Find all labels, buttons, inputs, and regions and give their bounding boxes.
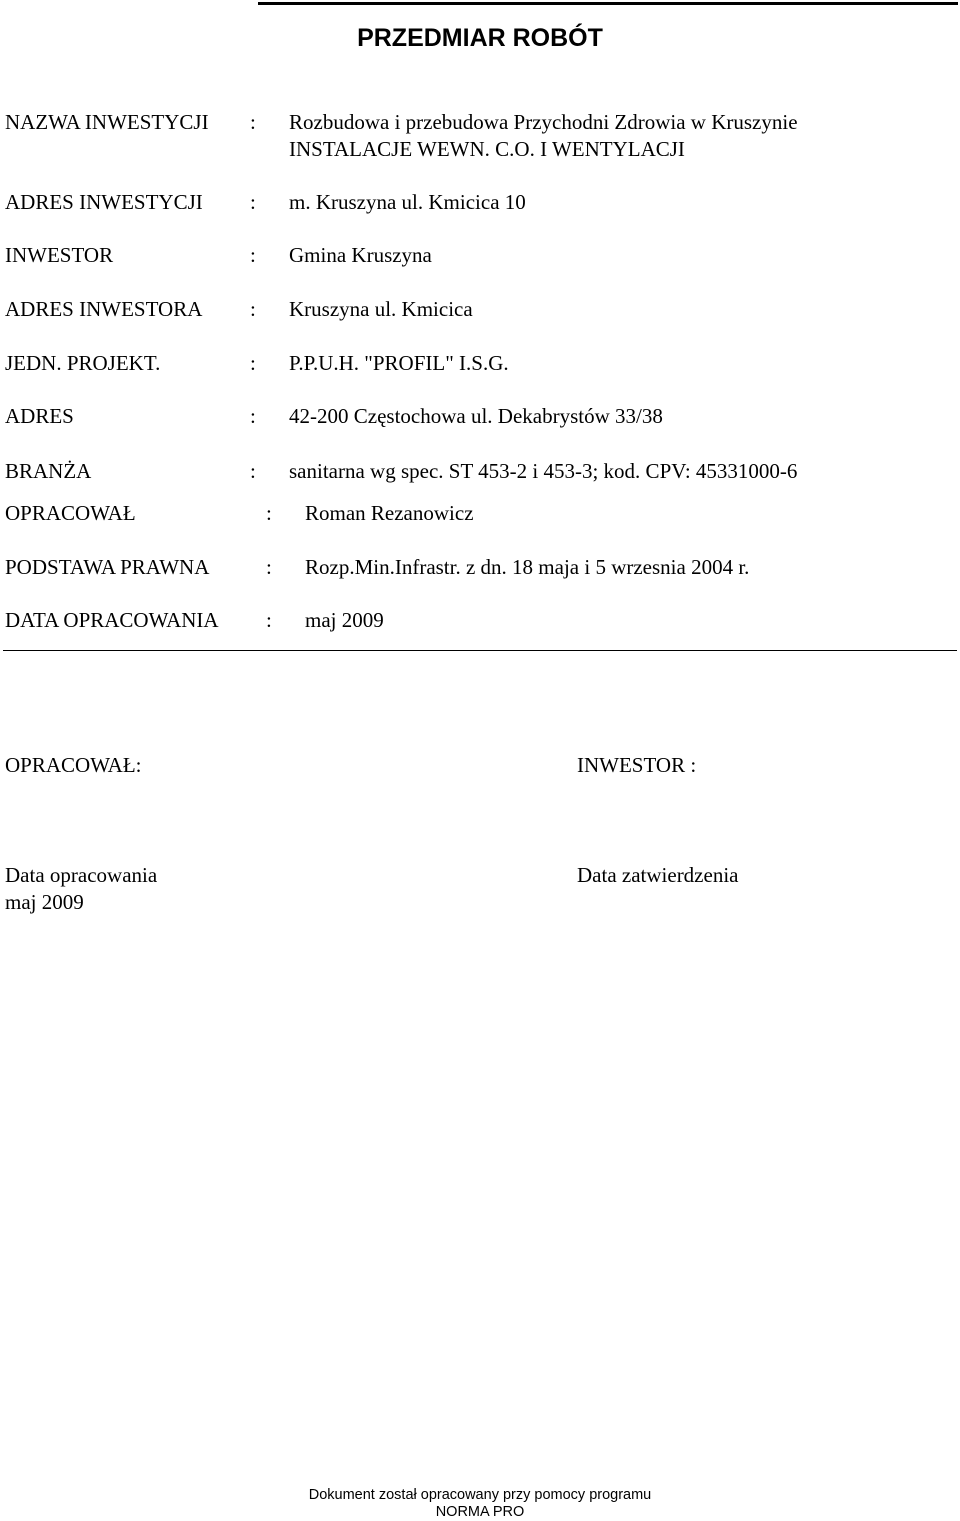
field-jedn-projekt [0,350,960,377]
field-separator: : [266,555,272,579]
field-label: ADRES [5,404,74,428]
field-separator: : [266,501,272,525]
field-label: BRANŻA [5,459,92,483]
field-data-opracowania [0,607,960,634]
field-value: Rozp.Min.Infrastr. z dn. 18 maja i 5 wrzesnia 2004 r. [305,555,750,579]
field-separator: : [266,608,272,632]
field-adres-inwestycji [0,189,960,216]
footer-line: Dokument został opracowany przy pomocy programu [308,1487,652,1503]
field-adres [0,403,960,430]
field-value: sanitarna wg spec. ST 453-2 i 453-3; kod. CPV: 45331000-6 [289,459,798,483]
field-value: maj 2009 [305,608,384,632]
field-nazwa-inwestycji [0,109,960,163]
field-inwestor [0,242,960,269]
field-value: 42-200 Częstochowa ul. Dekabrystów 33/38 [289,404,663,428]
field-label: DATA OPRACOWANIA [5,608,219,632]
field-separator: : [250,404,256,428]
field-value: P.P.U.H. "PROFIL" I.S.G. [289,351,509,375]
field-label: JEDN. PROJEKT. [5,351,161,375]
field-separator: : [250,243,256,267]
field-value [289,109,798,163]
footer [0,1487,960,1521]
field-label: ADRES INWESTYCJI [5,190,203,214]
field-separator: : [250,459,256,483]
field-value-line: INSTALACJE WEWN. C.O. I WENTYLACJI [289,137,685,161]
field-branza [0,458,960,485]
field-value: Roman Rezanowicz [305,501,474,525]
field-opracowal [0,500,960,527]
date-label-zatwierdzenia: Data zatwierdzenia [577,863,739,887]
field-value: Gmina Kruszyna [289,243,432,267]
field-value-line: Rozbudowa i przebudowa Przychodni Zdrowia w Kruszynie [289,110,798,134]
field-podstawa-prawna [0,554,960,581]
field-separator: : [250,190,256,214]
field-value: m. Kruszyna ul. Kmicica 10 [289,190,526,214]
field-label: PODSTAWA PRAWNA [5,555,210,579]
field-label: NAZWA INWESTYCJI [5,110,209,134]
field-separator: : [250,110,256,134]
section-divider [3,650,957,651]
date-value-opracowania: maj 2009 [5,890,84,914]
field-adres-inwestora [0,296,960,323]
signature-label-opracowal: OPRACOWAŁ: [5,753,142,777]
signature-label-inwestor: INWESTOR : [577,753,697,777]
footer-program-name: NORMA PRO [435,1504,525,1520]
date-label-opracowania: Data opracowania [5,863,158,887]
field-label: ADRES INWESTORA [5,297,203,321]
document-title: PRZEDMIAR ROBÓT [357,24,603,52]
field-separator: : [250,297,256,321]
field-label: INWESTOR [5,243,114,267]
field-label: OPRACOWAŁ [5,501,136,525]
top-rule [258,2,958,5]
field-value: Kruszyna ul. Kmicica [289,297,473,321]
field-separator: : [250,351,256,375]
